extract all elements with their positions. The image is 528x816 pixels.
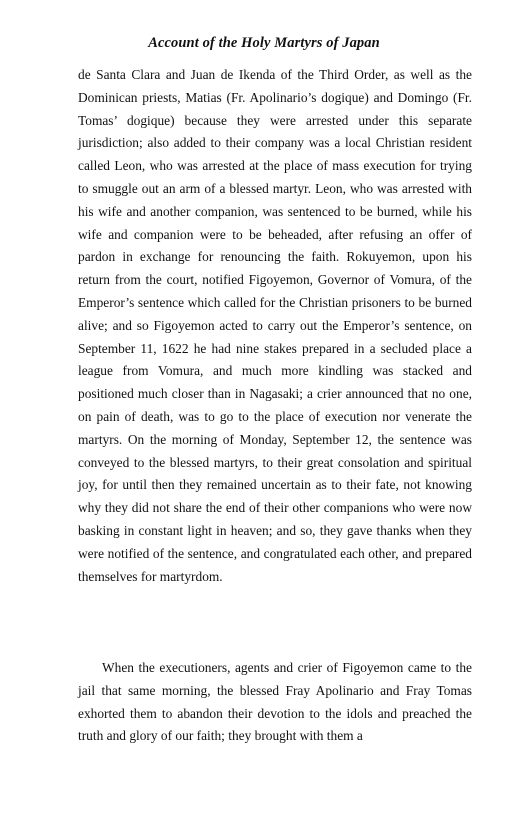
body-paragraph: When the executioners, agents and crier of Figoyemon came to the jail that same morning, the blessed Fray Apolinario and Fray Tomas exhorted them to abandon their devotion to the idols and preached the truth and glory of our faith; they brought with them a bbox=[78, 660, 472, 744]
running-header-title: Account of the Holy Martyrs of Japan bbox=[148, 35, 380, 51]
body-paragraph: de Santa Clara and Juan de Ikenda of the Third Order, as well as the Dominican priests, Matias (Fr. Apolinario’s dogique) and Domingo (Fr. Tomas’ dogique) because they were arrested under this separate jurisdiction; also added to their company was a local Christian resident called Leon, who was arrested at the place of mass execution for trying to smuggle out an arm of a blessed martyr. Leon, who was arrested with his wife and another companion, was sentenced to be burned, while his wife and companion were to be beheaded, after refusing an offer of pardon in exchange for renouncing the faith. Rokuyemon, upon his return from the court, notified Figoyemon, Governor of Vomura, of the Emperor’s sentence which called for the Christian prisoners to be burned alive; and so Figoyemon acted to carry out the Emperor’s sentence, on September 11, 1622 he had nine stakes prepared in a secluded place a league from Vomura, and much more kindling was stacked and positioned much closer than in Nagasaki; a crier announced that no one, on pain of death, was to go to the place of execution nor venerate the martyrs. On the morning of Monday, September 12, the sentence was conveyed to the blessed martyrs, to their great consolation and spiritual joy, for until then they remained uncertain as to their fate, not knowing why they did not share the end of their other companions who were now basking in constant light in heaven; and so, they gave thanks when they were notified of the sentence, and congratulated each other, and prepared themselves for martyrdom. bbox=[78, 67, 472, 584]
